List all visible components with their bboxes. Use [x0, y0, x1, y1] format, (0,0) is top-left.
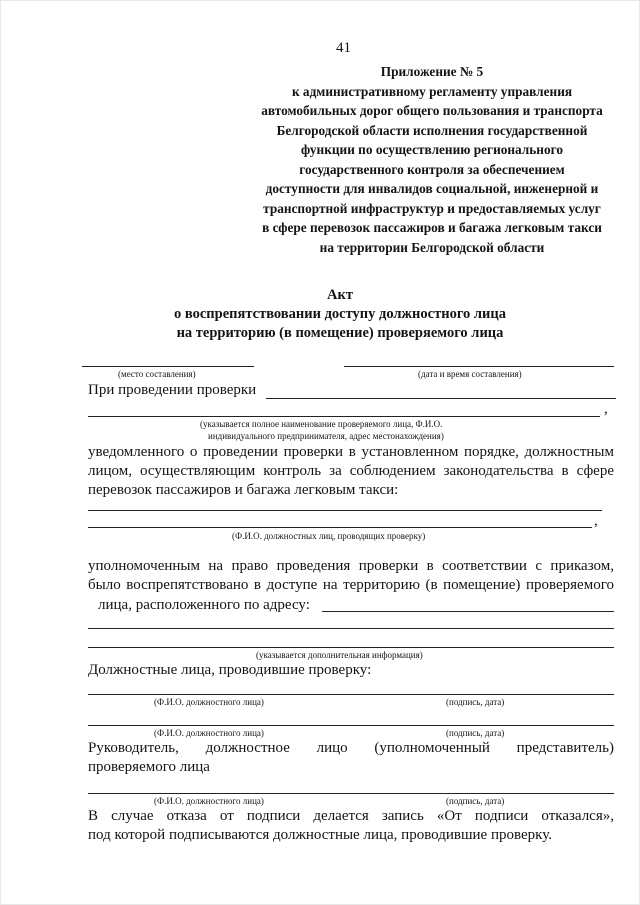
head-text: Руководитель, должностное лицо (уполномоченный представитель) — [88, 740, 614, 756]
officials-field-line[interactable] — [88, 510, 602, 511]
officials-field-line-2[interactable] — [88, 527, 592, 528]
appendix-line: в сфере перевозок пассажиров и багажа легковым такси — [262, 220, 602, 235]
authorized-text: лица, расположенного по адресу: — [98, 597, 310, 613]
additional-field-line[interactable] — [88, 647, 614, 648]
officials-caption: (Ф.И.О. должностных лиц, проводящих проверку) — [232, 531, 426, 541]
appendix-line: автомобильных дорог общего пользования и транспорта — [261, 103, 603, 118]
appendix-line: к административному регламенту управления — [291, 83, 573, 99]
appendix-line: государственного контроля за обеспечением — [299, 161, 565, 177]
additional-caption: (указывается дополнительная информация) — [256, 650, 423, 660]
address-field-line[interactable] — [322, 611, 614, 612]
appendix-line: доступности для инвалидов социальной, инженерной и — [265, 181, 599, 196]
act-subtitle: на территорию (в помещение) проверяемого лица — [176, 325, 504, 341]
comma: , — [604, 401, 608, 417]
signature-caption: (подпись, дата) — [446, 728, 505, 738]
official-signature-line[interactable] — [88, 725, 614, 726]
signature-caption: (подпись, дата) — [446, 697, 505, 707]
entity-caption: (указывается полное наименование проверяемого лица, Ф.И.О. — [200, 419, 443, 429]
appendix-title: Приложение № 5 — [380, 64, 484, 79]
entity-caption: индивидуального предпринимателя, адрес местонахождения) — [208, 431, 444, 441]
inspection-field-line[interactable] — [266, 398, 616, 399]
address-field-line-2[interactable] — [88, 628, 614, 629]
appendix-header — [232, 62, 632, 257]
official-name-caption: (Ф.И.О. должностного лица) — [154, 697, 264, 707]
official-signature-line[interactable] — [88, 694, 614, 695]
head-signature-line[interactable] — [88, 793, 614, 794]
comma: , — [594, 513, 598, 529]
inspection-label: При проведении проверки — [88, 382, 257, 398]
signature-caption: (подпись, дата) — [446, 796, 505, 806]
inspection-field-line-2[interactable] — [88, 416, 600, 417]
officials-label: Должностные лица, проводившие проверку: — [88, 662, 372, 678]
authorized-text: было воспрепятствовано в доступе на территорию (в помещение) проверяемого — [88, 577, 614, 593]
refusal-text: В случае отказа от подписи делается запись «От подписи отказался», — [88, 808, 614, 824]
notified-text: уведомленного о проведении проверки в установленном порядке, должностным — [88, 444, 614, 460]
head-text: проверяемого лица — [88, 759, 210, 775]
appendix-line: транспортной инфраструктур и предоставляемых услуг — [263, 200, 601, 216]
notified-text: лицом, осуществляющим контроль за соблюдением законодательства в сфере — [88, 463, 614, 479]
place-field-line[interactable] — [82, 366, 254, 367]
date-field-line[interactable] — [344, 366, 614, 367]
refusal-text: под которой подписываются должностные лица, проводившие проверку. — [88, 827, 552, 843]
appendix-line: Белгородской области исполнения государственной — [276, 122, 588, 138]
place-caption: (место составления) — [118, 369, 196, 379]
act-heading — [120, 286, 560, 343]
authorized-text: уполномоченным на право проведения проверки в соответствии с приказом, — [88, 558, 614, 574]
appendix-line: функции по осуществлению регионального — [301, 142, 563, 157]
notified-text: перевозок пассажиров и багажа легковым такси: — [88, 482, 399, 498]
official-name-caption: (Ф.И.О. должностного лица) — [154, 728, 264, 738]
act-subtitle: о воспрепятствовании доступу должностного лица — [173, 306, 507, 322]
appendix-line: на территории Белгородской области — [319, 239, 545, 255]
page-number: 41 — [336, 40, 351, 56]
act-title: Акт — [327, 287, 353, 303]
official-name-caption: (Ф.И.О. должностного лица) — [154, 796, 264, 806]
date-caption: (дата и время составления) — [418, 369, 522, 379]
